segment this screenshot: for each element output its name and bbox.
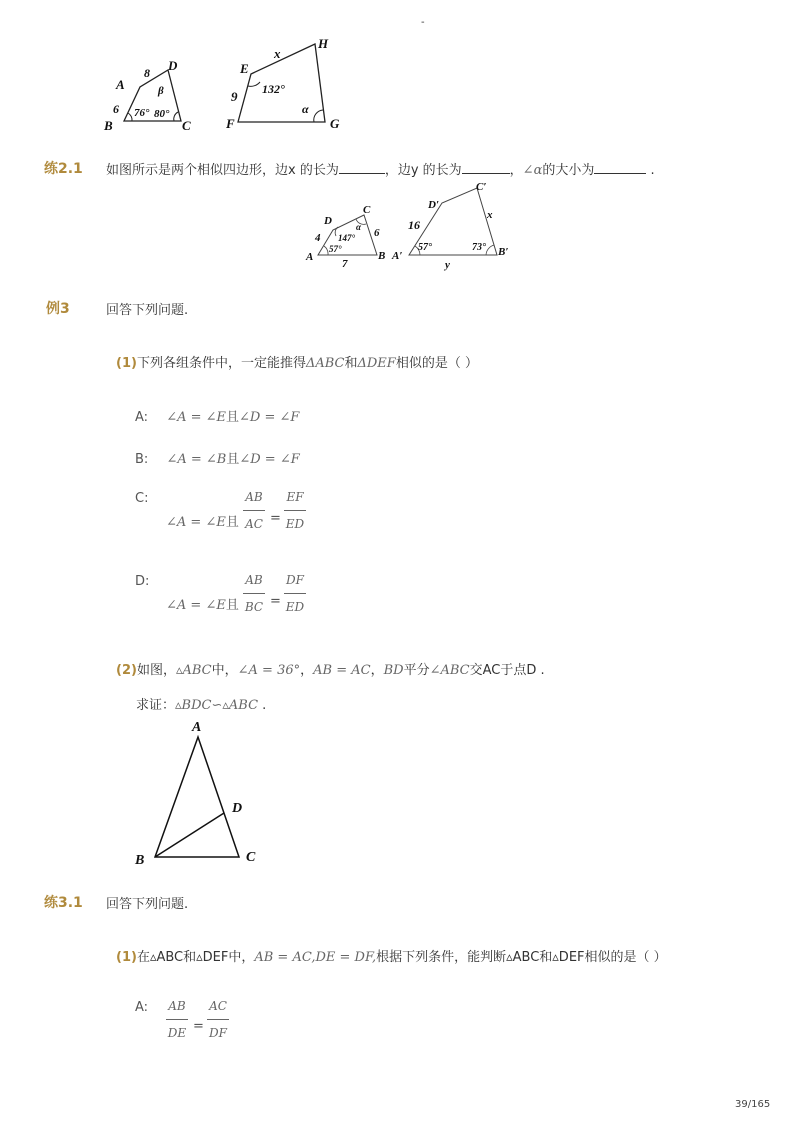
vertex-d-label-2: D xyxy=(324,215,332,227)
top-mark: - xyxy=(421,17,425,28)
ex3-q2-number: (2) xyxy=(116,663,137,678)
option-b-mid: 且 xyxy=(226,452,240,467)
ex31-option-a-fraction-2 xyxy=(207,999,229,1040)
option-a-pre: ∠A = ∠E xyxy=(166,410,227,425)
ex21-text-1: 如图所示是两个相似四边形，边x 的长为 xyxy=(106,163,339,178)
proof-end: . xyxy=(258,698,267,713)
angle-a-prime-label: 57° xyxy=(418,242,432,253)
ex3-q2-m2: ∠A = 36° xyxy=(237,663,301,678)
side-ad-label: 8 xyxy=(144,66,150,80)
vertex-e-label: E xyxy=(240,61,249,76)
option-c-mid: 且 xyxy=(225,515,239,530)
option-a-post: ∠D = ∠F xyxy=(239,410,300,425)
ex3-q2-t5: 平分 xyxy=(403,663,430,678)
side-eh-label: x xyxy=(274,46,281,61)
vertex-h-label: H xyxy=(318,36,329,51)
option-d-fraction-1 xyxy=(243,573,265,614)
ex3-option-c-expr xyxy=(166,511,239,530)
option-a-mid: 且 xyxy=(226,410,240,425)
ex3-q2-proof xyxy=(136,694,266,713)
vertex-a-label: A xyxy=(116,77,125,92)
figure-similar-quadrilaterals-1 xyxy=(100,32,360,137)
ex31-q1-t1: 在▵ABC和▵DEF中， xyxy=(136,950,255,965)
ex31-a-f1-den: DE xyxy=(167,1026,187,1040)
option-b-key: B: xyxy=(135,452,149,467)
triangle-abc xyxy=(155,737,239,857)
vertex-b-label: B xyxy=(104,118,113,133)
option-d-f1-num: AB xyxy=(245,573,263,587)
page-number: 39/165 xyxy=(735,1099,771,1110)
ex3-q1-text-a: 下列各组条件中，一定能推得 xyxy=(136,356,306,371)
ex3-q1-number: (1) xyxy=(116,356,137,371)
figure-similar-quadrilaterals-2 xyxy=(300,178,520,273)
triangle-abc-figure xyxy=(130,712,270,872)
exercise-2-1-label: 练2.1 xyxy=(44,161,83,177)
quad-abcd-1 xyxy=(124,70,181,121)
angle-d-label: β xyxy=(158,85,164,97)
exercise-2-1-text xyxy=(106,159,655,178)
ex3-option-d-expr xyxy=(166,594,239,613)
angle-b-label: 76° xyxy=(134,107,150,119)
exercise-3-1-title: 回答下列问题. xyxy=(106,897,189,912)
angle-d-label-2: 147° xyxy=(338,233,356,243)
option-c-fraction-2 xyxy=(284,490,306,531)
triangle-vertex-a: A xyxy=(192,720,202,735)
vertex-c-label: C xyxy=(182,118,191,133)
side-ab-prime-label: y xyxy=(445,259,450,271)
ex3-option-a[interactable] xyxy=(135,406,299,425)
ex3-q2-m4: BD xyxy=(383,663,404,678)
option-d-f2-num: DF xyxy=(286,573,304,587)
option-d-eq: = xyxy=(270,594,281,609)
vertex-d-prime-label: D′ xyxy=(428,199,440,211)
ex21-angle-alpha: ∠α xyxy=(522,163,543,178)
ex21-text-5: . xyxy=(650,163,655,178)
ex3-q2-t4: ， xyxy=(370,663,384,678)
option-c-f1-num: AB xyxy=(245,490,263,504)
vertex-a-prime-label: A′ xyxy=(392,250,403,262)
ex3-option-b[interactable] xyxy=(135,448,300,467)
side-ad-label-2: 4 xyxy=(315,232,321,244)
triangle-vertex-c: C xyxy=(246,850,256,865)
side-ad-prime-label: 16 xyxy=(408,218,420,232)
option-d-f1-den: BC xyxy=(244,600,264,614)
ex31-option-a-key[interactable]: A: xyxy=(135,1000,149,1015)
proof-math: ▵BDC∽▵ABC xyxy=(175,698,259,713)
vertex-c-label-2: C xyxy=(363,204,371,216)
ex3-q2-m5: ∠ABC xyxy=(429,663,470,678)
ex3-q2-t1: 如图， xyxy=(136,663,176,678)
ex31-a-f2-den: DF xyxy=(209,1026,227,1040)
side-cb-label-2: 6 xyxy=(374,227,380,239)
example-3-label: 例3 xyxy=(46,301,70,317)
proof-text: 求证： xyxy=(136,698,176,713)
option-d-f2-den: ED xyxy=(285,600,305,614)
option-c-f1-den: AC xyxy=(245,517,263,531)
segment-bd xyxy=(155,813,224,857)
option-c-pre: ∠A = ∠E xyxy=(166,515,226,530)
ex3-q1-math-a: ΔABC xyxy=(305,356,345,371)
side-ab-label: 6 xyxy=(113,102,119,116)
triangle-vertex-d: D xyxy=(232,801,243,816)
option-c-fraction-1 xyxy=(243,490,265,531)
blank-alpha xyxy=(594,161,646,174)
option-a-key: A: xyxy=(135,410,149,425)
ex3-q1-text-c: 相似的是（ ） xyxy=(395,356,478,371)
blank-y xyxy=(462,161,510,174)
option-b-post: ∠D = ∠F xyxy=(239,452,300,467)
ex3-q2-t3: ， xyxy=(300,663,314,678)
ex3-option-d-key[interactable]: D: xyxy=(135,574,150,589)
option-d-fraction-2 xyxy=(284,573,306,614)
vertex-d-label: D xyxy=(168,58,178,73)
option-c-f2-den: ED xyxy=(285,517,305,531)
option-b-pre: ∠A = ∠B xyxy=(166,452,227,467)
ex31-q1-number: (1) xyxy=(116,950,137,965)
ex21-text-3: ， xyxy=(509,163,523,178)
ex3-option-c-key[interactable]: C: xyxy=(135,491,149,506)
ex3-q2 xyxy=(116,659,545,678)
option-c-eq: = xyxy=(270,511,281,526)
option-c-f2-num: EF xyxy=(286,490,304,504)
angle-e-label: 132° xyxy=(262,82,285,96)
option-d-pre: ∠A = ∠E xyxy=(166,598,226,613)
ex3-q2-m1: ▵ABC xyxy=(175,663,212,678)
ex3-q1-text-b: 和 xyxy=(344,356,358,371)
ex31-a-f2-num: AC xyxy=(209,999,227,1013)
ex3-q1-math-b: ΔDEF xyxy=(357,356,396,371)
angle-c-label-2: α xyxy=(356,222,361,232)
vertex-c-prime-label: C′ xyxy=(476,181,487,193)
ex21-text-4: 的大小为 xyxy=(542,163,595,178)
vertex-b-prime-label: B′ xyxy=(498,246,509,258)
ex31-option-a-fraction-1 xyxy=(166,999,188,1040)
angle-a-label-2: 57° xyxy=(329,244,342,254)
vertex-f-label: F xyxy=(226,116,235,131)
angle-c-label: 80° xyxy=(154,108,170,120)
angle-g-label: α xyxy=(302,102,309,116)
ex31-q1-m1: AB = AC,DE = DF, xyxy=(254,950,377,965)
ex31-q1-t2: 根据下列条件，能判断▵ABC和▵DEF相似的是（ ） xyxy=(376,950,667,965)
side-ef-label: 9 xyxy=(231,89,238,104)
blank-x xyxy=(339,161,385,174)
ex31-a-f1-num: AB xyxy=(168,999,186,1013)
ex3-q2-t2: 中， xyxy=(211,663,238,678)
vertex-g-label: G xyxy=(330,116,340,131)
angle-b-prime-label: 73° xyxy=(472,242,486,253)
ex3-q2-t6: 交AC于点D . xyxy=(469,663,545,678)
option-d-mid: 且 xyxy=(225,598,239,613)
exercise-3-1-label: 练3.1 xyxy=(44,895,83,911)
side-cb-prime-label: x xyxy=(487,209,493,221)
example-3-title: 回答下列问题. xyxy=(106,303,189,318)
triangle-vertex-b: B xyxy=(135,853,145,868)
vertex-a-label-2: A xyxy=(306,251,314,263)
ex3-q1 xyxy=(116,352,478,371)
ex21-text-2: ，边y 的长为 xyxy=(384,163,462,178)
vertex-b-label-2: B xyxy=(378,250,386,262)
side-ab-label-2: 7 xyxy=(342,258,348,270)
ex3-q2-m3: AB = AC xyxy=(313,663,371,678)
ex31-q1 xyxy=(116,946,667,965)
ex31-option-a-eq: = xyxy=(193,1019,204,1034)
